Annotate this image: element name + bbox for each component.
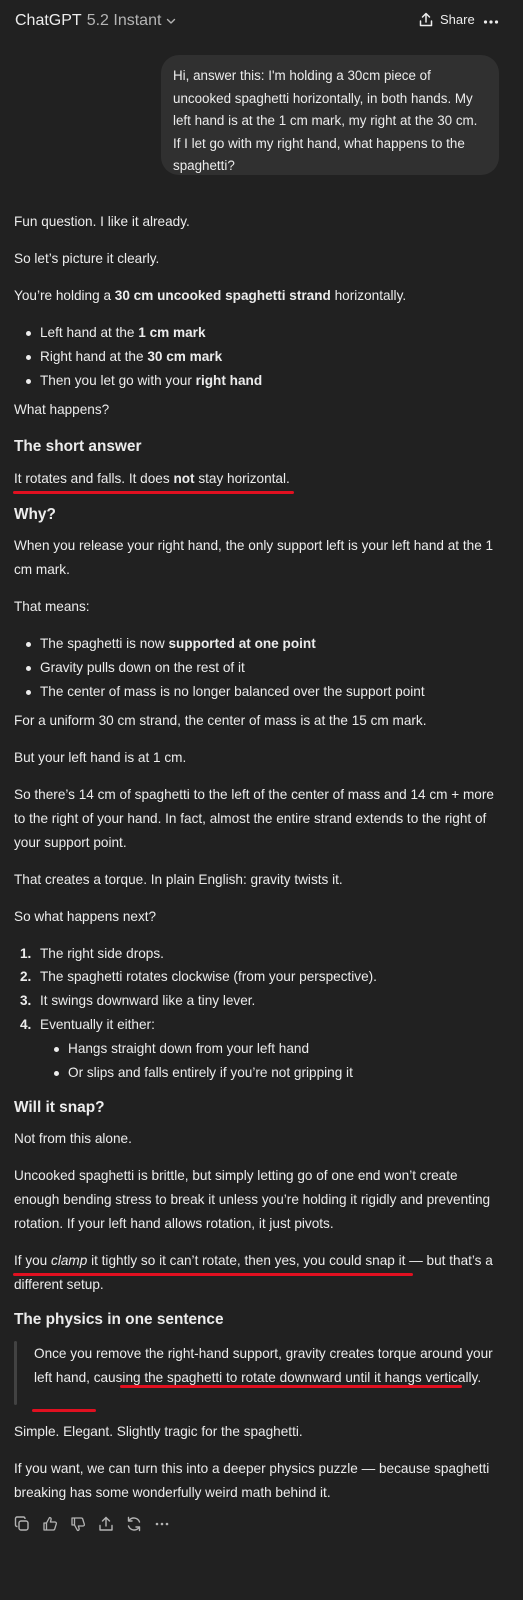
paragraph: So what happens next? (14, 909, 157, 924)
bullet (26, 379, 31, 384)
paragraph: If you want, we can turn this into a deeper physics puzzle — because spaghetti breaking has some wonderfully weird math behind it. (14, 1461, 490, 1500)
step-number: 4. (20, 1017, 32, 1032)
step-item: It swings downward like a tiny lever. (40, 993, 256, 1008)
blockquote-text: Once you remove the right-hand support, gravity creates torque around your left hand, causing the spaghetti to rotate downward until it hangs vertically. (34, 1346, 493, 1385)
user-message-text: Hi, answer this: I'm holding a 30cm piece of uncooked spaghetti horizontally, in both hands. My left hand is at the 1 cm mark, my right at the 30 cm. If I let go with my right hand, what happens to the spaghetti? (173, 68, 478, 174)
step-item: Eventually it either: (40, 1017, 155, 1032)
share-icon[interactable] (98, 1516, 114, 1532)
step-number: 2. (20, 969, 32, 984)
message-actions (14, 1516, 182, 1532)
paragraph: Uncooked spaghetti is brittle, but simply letting go of one end won’t create enough bending stress to break it unless you’re holding it rigidly and preventing rotation. If your left hand allows rotation, it just pivots. (14, 1168, 491, 1231)
model-picker[interactable] (15, 12, 176, 30)
thumbs-down-icon[interactable] (70, 1516, 86, 1532)
bullet (54, 1047, 59, 1052)
sub-list-item: Or slips and falls entirely if you’re not gripping it (68, 1065, 353, 1080)
red-underline (13, 491, 294, 494)
chevron-down-icon (166, 16, 176, 26)
short-answer: It rotates and falls. It does not stay horizontal. (14, 471, 290, 486)
paragraph: So there’s 14 cm of spaghetti to the left of the center of mass and 14 cm + more to the right of your hand. In fact, almost the entire strand extends to the right of your support point. (14, 787, 494, 850)
paragraph: For a uniform 30 cm strand, the center of mass is at the 15 cm mark. (14, 713, 427, 728)
paragraph: What happens? (14, 402, 110, 417)
red-underline (120, 1385, 462, 1388)
list-item: The spaghetti is now supported at one point (40, 636, 316, 651)
model-version: 5.2 Instant (86, 12, 162, 29)
share-button[interactable] (419, 12, 475, 27)
paragraph: You’re holding a 30 cm uncooked spaghetti strand horizontally. (14, 288, 407, 303)
paragraph: Not from this alone. (14, 1131, 132, 1146)
section-heading: The short answer (14, 438, 142, 455)
paragraph: Fun question. I like it already. (14, 214, 190, 229)
step-number: 1. (20, 946, 32, 961)
red-underline (32, 1409, 96, 1412)
bullet (26, 355, 31, 360)
bullet (26, 642, 31, 647)
blockquote-bar (14, 1341, 17, 1405)
section-heading: Why? (14, 506, 56, 523)
share-icon (419, 12, 433, 27)
copy-icon[interactable] (14, 1516, 30, 1532)
model-name: ChatGPT (15, 12, 82, 29)
paragraph: But your left hand is at 1 cm. (14, 750, 187, 765)
list-item: Right hand at the 30 cm mark (40, 349, 223, 364)
step-item: The right side drops. (40, 946, 164, 961)
section-heading: Will it snap? (14, 1099, 105, 1116)
red-underline (13, 1273, 413, 1276)
paragraph: If you clamp it tightly so it can’t rotate, then yes, you could snap it — but that’s a different setup. (14, 1253, 493, 1292)
share-label: Share (440, 12, 475, 27)
section-heading: The physics in one sentence (14, 1311, 224, 1328)
list-item: Gravity pulls down on the rest of it (40, 660, 245, 675)
paragraph: So let’s picture it clearly. (14, 251, 160, 266)
step-number: 3. (20, 993, 32, 1008)
sub-list-item: Hangs straight down from your left hand (68, 1041, 310, 1056)
paragraph: That creates a torque. In plain English: gravity twists it. (14, 872, 343, 887)
bullet (26, 666, 31, 671)
paragraph: When you release your right hand, the only support left is your left hand at the 1 cm mark. (14, 538, 494, 577)
step-item: The spaghetti rotates clockwise (from your perspective). (40, 969, 377, 984)
list-item: The center of mass is no longer balanced over the support point (40, 684, 425, 699)
paragraph: Simple. Elegant. Slightly tragic for the spaghetti. (14, 1424, 303, 1439)
thumbs-up-icon[interactable] (42, 1516, 58, 1532)
list-item: Then you let go with your right hand (40, 373, 263, 388)
more-icon[interactable] (154, 1516, 170, 1532)
bullet (26, 331, 31, 336)
bullet (26, 690, 31, 695)
regenerate-icon[interactable] (126, 1516, 142, 1532)
top-bar (0, 0, 523, 44)
bullet (54, 1071, 59, 1076)
list-item: Left hand at the 1 cm mark (40, 325, 206, 340)
paragraph: That means: (14, 599, 90, 614)
user-message-bubble (161, 55, 499, 175)
more-icon[interactable] (483, 14, 499, 30)
